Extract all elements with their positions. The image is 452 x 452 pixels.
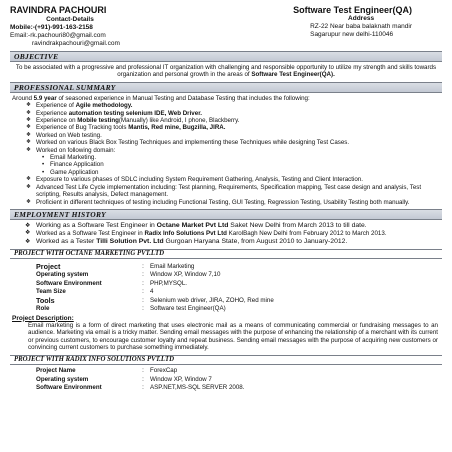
list-item: ❖ Exposure to various phases of SDLC including System Requirement Gathering, Analysis, Testing and Client Interaction.: [36, 176, 442, 183]
list-item: • Finance Application: [50, 161, 442, 168]
summary-list: [10, 102, 442, 206]
list-item: ❖ Proficient in different techniques of testing including Functional Testing, GUI Testing, Regression Testing, Usability Testing both manually.: [36, 199, 442, 206]
table-row: Operating system : Window XP, Window 7,10: [36, 271, 221, 279]
summary-years: 5.9 year: [33, 94, 57, 102]
list-item: ❖ Worked on Web testing.: [36, 132, 442, 139]
address-line-1: RZ-22 Near baba balaknath mandir: [310, 23, 412, 30]
email-address[interactable]: Email:-rk.pachouri80@gmail.com: [10, 32, 106, 39]
candidate-role: Software Test Engineer(QA): [293, 5, 412, 15]
objective-text-body: To be associated with a progressive and professional IT organization with challenging and responsible opportunity to utilize my strength and skills towards organization and personal growth in the areas of: [15, 64, 437, 79]
domain-list: [36, 154, 442, 176]
project1-table: [36, 263, 276, 314]
mobile-number: Mobile:-(+91)-991-163-2158: [10, 24, 93, 31]
contact-block: [10, 15, 442, 48]
project-description-label: Project Description:: [12, 314, 74, 322]
address-line-2: Sagarupur new delhi-110046: [310, 31, 394, 38]
summary-heading: PROFESSIONAL SUMMARY: [10, 82, 442, 93]
objective-text: [14, 64, 438, 79]
contact-label: Contact-Details: [46, 16, 94, 23]
list-item: ❖ Experience automation testing selenium IDE, Web Driver.: [36, 110, 442, 117]
list-item: ❖ Experience of Agile methodology.: [36, 102, 442, 109]
objective-target-role: Software Test Engineer(QA).: [251, 71, 335, 79]
summary-intro-post: of seasoned experience in Manual Testing and Database Testing that includes the following:: [56, 94, 310, 102]
summary-intro-pre: Around: [12, 94, 34, 102]
table-row: Software Environment : ASP.NET,MS-SQL SERVER 2008.: [36, 384, 245, 392]
project2-heading: PROJECT WITH RADIX INFO SOLUTIONS PVT.LTD: [10, 355, 442, 365]
objective-heading: OBJECTIVE: [10, 51, 442, 62]
address-block: [310, 15, 412, 48]
summary-intro: [12, 95, 442, 102]
table-row: Software Environment : PHP,MYSQL.: [36, 279, 188, 287]
list-item: ❖ Worked as a Tester Tilli Solution Pvt. Ltd Gurgoan Haryana State, from August 2010 to January-2012.: [36, 238, 442, 246]
list-item: ❖ Worked on various Black Box Testing Techniques and implementing these Techniques while designing Test Cases.: [36, 139, 442, 146]
resume-page: [10, 6, 442, 393]
list-item: • Game Application: [50, 169, 442, 176]
list-item: • Email Marketing.: [50, 154, 442, 161]
list-item: ❖ Advanced Test Life Cycle implementation including: Test planning, Requirements, Specification mapping, Test case design and analysis, Test scripting, Results analysis, Defect management.: [36, 184, 442, 199]
candidate-name: RAVINDRA PACHOURI: [10, 5, 107, 15]
email-address-2[interactable]: ravindrakpachouri@gmail.com: [32, 40, 120, 47]
resume-header: [10, 6, 442, 15]
table-row: Operating system : Window XP, Window 7: [36, 375, 212, 383]
employment-list: [10, 222, 442, 246]
project-description: Email marketing is a form of direct marketing that uses electronic mail as a means of communicating commercial or fundraising messages to an audience. Marketing via email is a tricky matter. Sending email messages with the purpose of enhancing the relationship of a merchant with its current or previous customers, to encourage customer loyalty and repeat business. Sending email messages with the purpose of acquiring new customers or convincing current customers to purchase something immediately.: [28, 321, 438, 351]
table-row: Project Name : ForexCap: [36, 367, 178, 375]
employment-heading: EMPLOYMENT HISTORY: [10, 209, 442, 220]
list-item: ❖ Working as a Software Test Engineer in Octane Market Pvt Ltd Saket New Delhi from March 2013 to till date.: [36, 222, 442, 230]
address-label: Address: [348, 15, 375, 22]
table-row: Team Size : 4: [36, 288, 154, 296]
table-row: Tools : Selenium web driver, JIRA, ZOHO, Red mine: [36, 295, 274, 305]
contact-details: [10, 16, 130, 48]
list-item: ❖ Experience on Mobile testing(Manually) like Android, I phone, Blackberry.: [36, 117, 442, 124]
project1-heading: PROJECT WITH OCTANE MARKETING PVT.LTD: [10, 249, 442, 259]
table-row: Role : Software test Engineer(QA): [36, 305, 226, 313]
list-item: ❖ Experience of Bug Tracking tools Mantis, Red mine, Bugzilla, JIRA.: [36, 124, 442, 131]
table-row: Project : Email Marketing: [36, 261, 195, 271]
list-item: ❖ Worked on following domain: • Email Marketing. • Finance Application • Game Application: [36, 147, 442, 177]
project2-table: [36, 367, 246, 393]
list-item: ❖ Worked as a Software Test Engineer in Radix Info Solutions Pvt Ltd KarolBagh New Delhi from February 2012 to March 2013.: [36, 230, 442, 237]
